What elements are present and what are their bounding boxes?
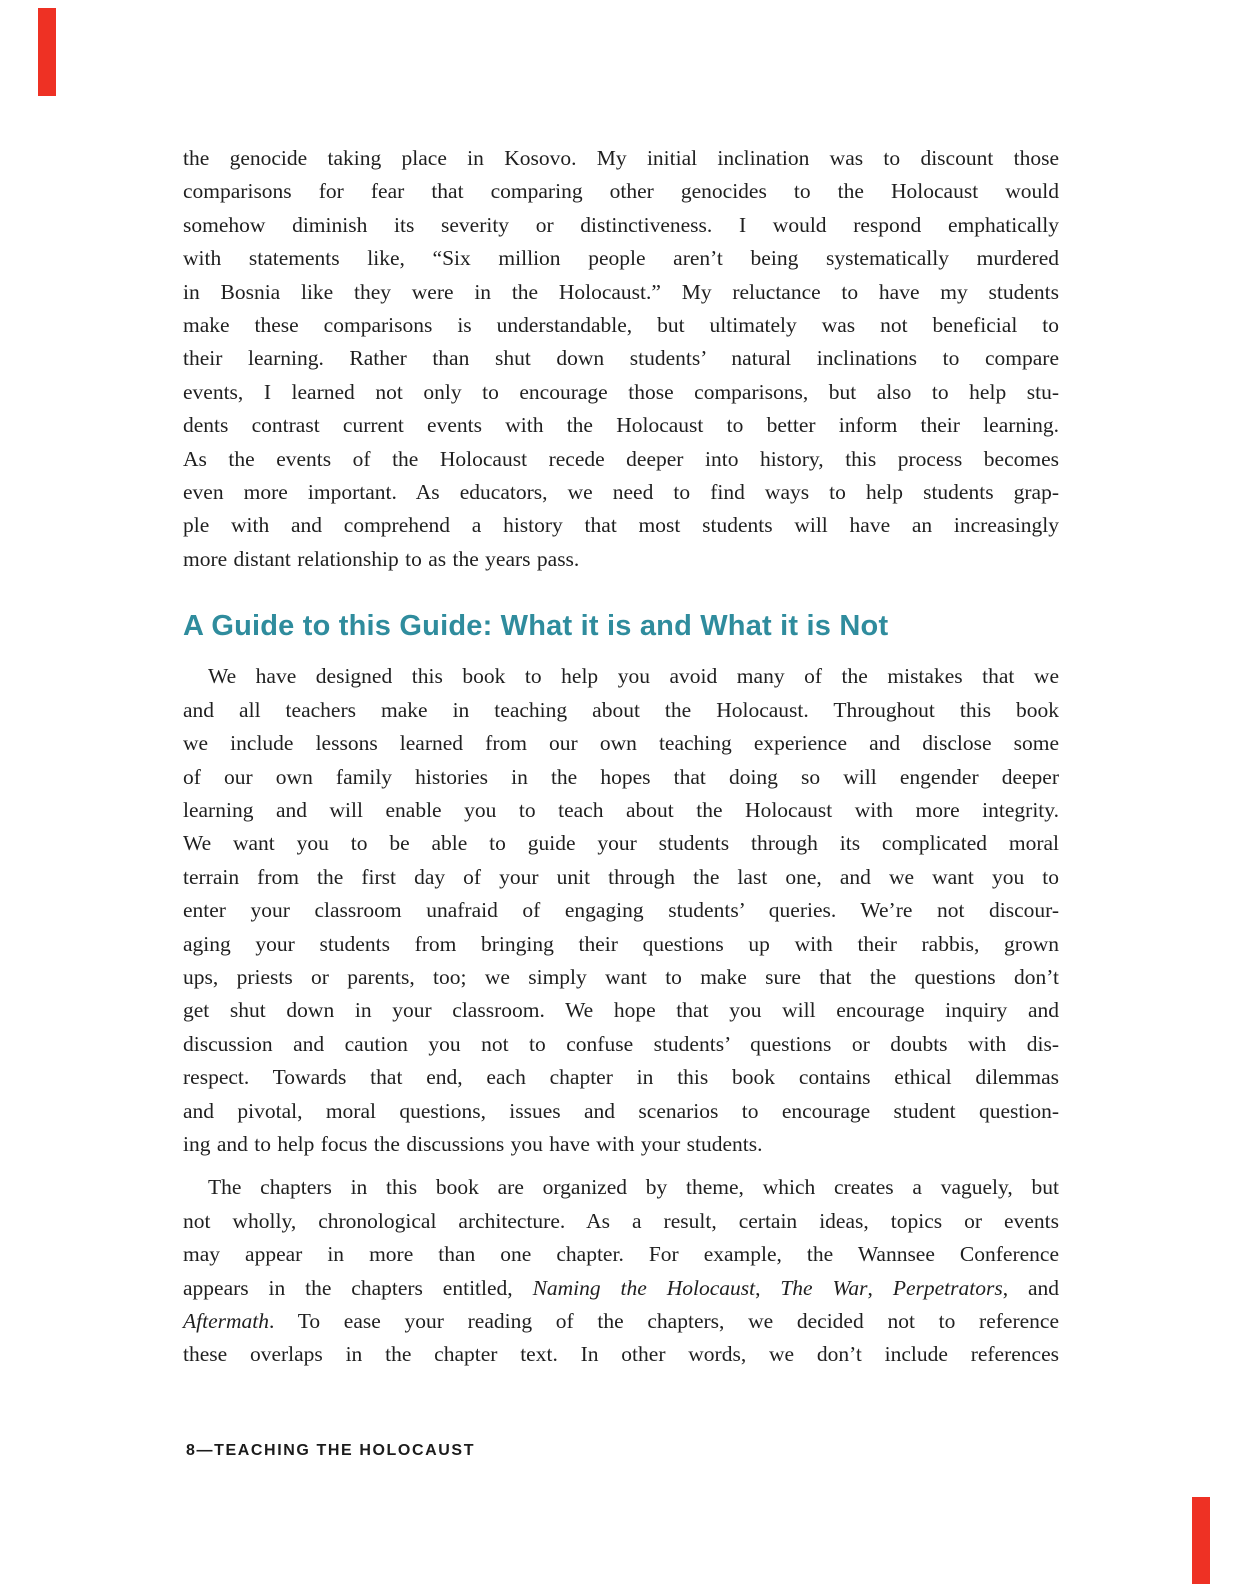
text-line: enter your classroom unafraid of engaging students’ queries. We’re not discour- [183, 898, 1059, 923]
text-line: aging your students from bringing their questions up with their rabbis, grown [183, 931, 1059, 956]
text-line: comparisons for fear that comparing other genocides to the Holocaust would [183, 179, 1059, 204]
text-line: we include lessons learned from our own teaching experience and disclose some [183, 731, 1059, 756]
text-line: learning and will enable you to teach about the Holocaust with more integrity. [183, 797, 1059, 822]
red-edge-mark-bottom-right [1192, 1497, 1210, 1584]
text-line: with statements like, “Six million people aren’t being systematically murdered [183, 246, 1059, 271]
text-line: may appear in more than one chapter. For example, the Wannsee Conference [183, 1242, 1059, 1267]
text-line: ing and to help focus the discussions you have with your students. [183, 1131, 763, 1156]
text-line: The chapters in this book are organized by theme, which creates a vaguely, but [208, 1175, 1059, 1200]
text-line: dents contrast current events with the Holocaust to better inform their learning. [183, 413, 1059, 438]
text-block [183, 142, 1059, 1372]
text-line: ups, priests or parents, too; we simply want to make sure that the questions don’t [183, 964, 1059, 989]
text-line: terrain from the first day of your unit through the last one, and we want you to [183, 864, 1059, 889]
text-line: Aftermath. To ease your reading of the chapters, we decided not to reference [183, 1309, 1059, 1333]
text-line: even more important. As educators, we need to find ways to help students grap- [183, 480, 1059, 505]
paragraph [183, 660, 1059, 1161]
text-line: of our own family histories in the hopes that doing so will engender deeper [183, 764, 1059, 789]
text-line: appears in the chapters entitled, Naming the Holocaust, The War, Perpetrators, and [183, 1275, 1060, 1300]
text-line: the genocide taking place in Kosovo. My initial inclination was to discount those [183, 146, 1059, 170]
paragraph [183, 142, 1059, 576]
text-line: and pivotal, moral questions, issues and scenarios to encourage student question- [183, 1098, 1059, 1123]
text-line: events, I learned not only to encourage those comparisons, but also to help stu- [183, 379, 1059, 404]
text-line: We have designed this book to help you avoid many of the mistakes that we [208, 664, 1059, 689]
text-line: get shut down in your classroom. We hope that you will encourage inquiry and [183, 998, 1059, 1023]
text-line: and all teachers make in teaching about the Holocaust. Throughout this book [183, 697, 1059, 722]
text-line: discussion and caution you not to confuse students’ questions or doubts with dis- [183, 1031, 1059, 1056]
section-heading: A Guide to this Guide: What it is and What it is Not [183, 610, 889, 643]
text-line: As the events of the Holocaust recede deeper into history, this process becomes [183, 446, 1059, 471]
page-footer: 8—TEACHING THE HOLOCAUST [186, 1442, 476, 1459]
text-line: in Bosnia like they were in the Holocaust.” My reluctance to have my students [183, 279, 1059, 304]
text-line: make these comparisons is understandable, but ultimately was not beneficial to [183, 313, 1059, 338]
text-line: these overlaps in the chapter text. In other words, we don’t include references [183, 1342, 1059, 1367]
text-line: more distant relationship to as the years pass. [183, 546, 580, 571]
text-line: not wholly, chronological architecture. As a result, certain ideas, topics or events [183, 1208, 1059, 1233]
red-edge-mark-top-left [38, 8, 56, 96]
paragraph [183, 1171, 1059, 1371]
text-line: ple with and comprehend a history that most students will have an increasingly [183, 513, 1059, 538]
text-line: somehow diminish its severity or distinctiveness. I would respond emphatically [183, 212, 1059, 237]
text-line: We want you to be able to guide your students through its complicated moral [183, 831, 1059, 856]
text-line: their learning. Rather than shut down students’ natural inclinations to compare [183, 346, 1059, 371]
text-line: respect. Towards that end, each chapter in this book contains ethical dilemmas [183, 1065, 1059, 1090]
